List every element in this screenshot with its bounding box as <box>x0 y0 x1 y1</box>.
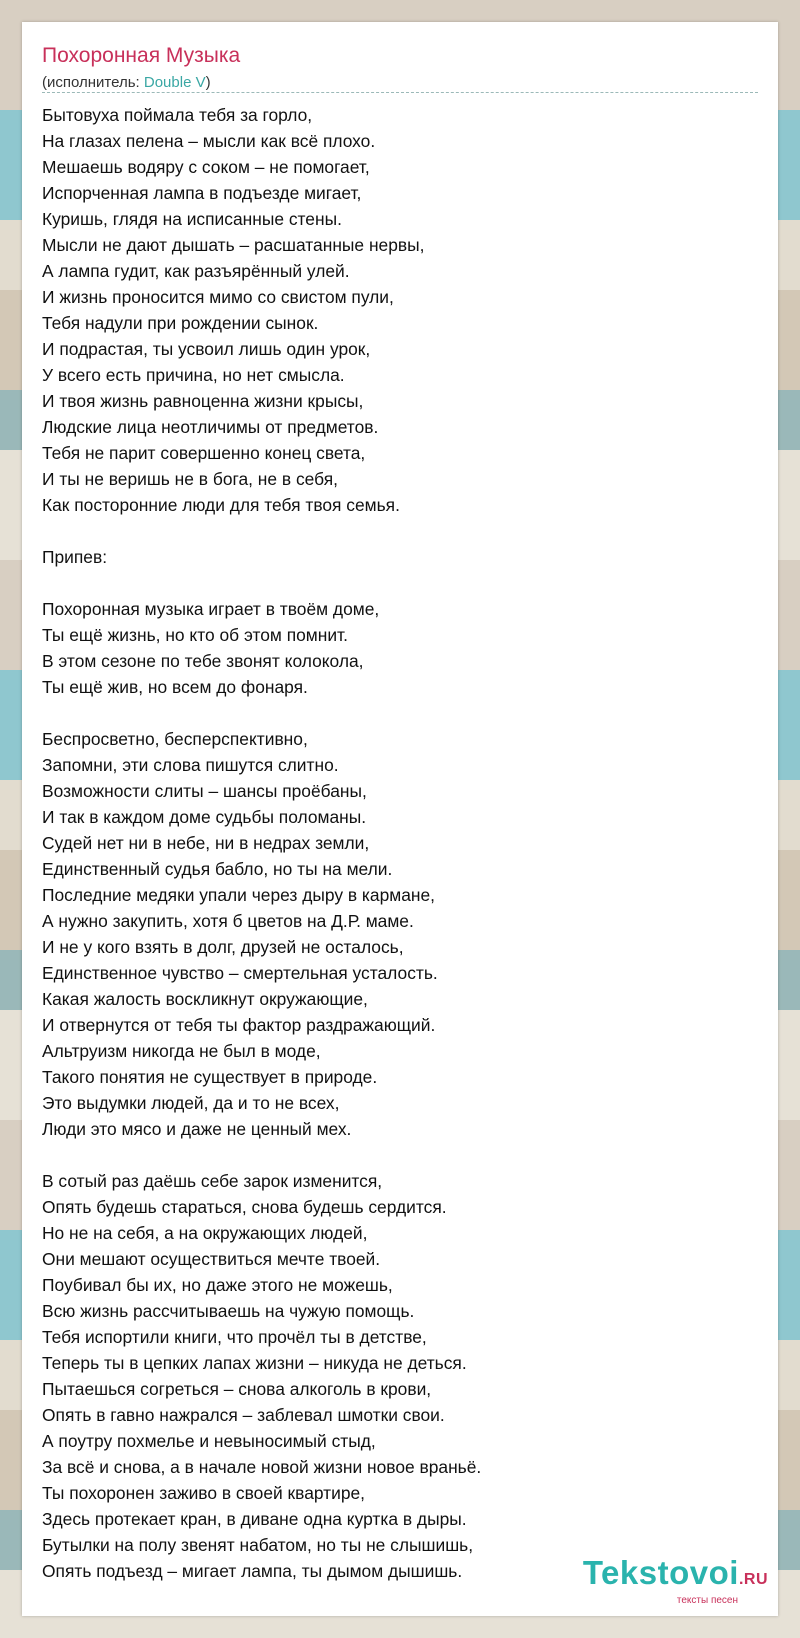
lyrics-line: Единственное чувство – смертельная усталость. <box>42 963 438 983</box>
lyrics-line: Здесь протекает кран, в диване одна куртка в дыры. <box>42 1509 467 1529</box>
lyrics-line: Куришь, глядя на исписанные стены. <box>42 209 342 229</box>
lyrics-line: Тебя надули при рождении сынок. <box>42 313 319 333</box>
lyrics-line: В сотый раз даёшь себе зарок изменится, <box>42 1171 383 1191</box>
lyrics-line: А лампа гудит, как разъярённый улей. <box>42 261 350 281</box>
lyrics-line: За всё и снова, а в начале новой жизни новое враньё. <box>42 1457 482 1477</box>
lyrics-line: Тебя испортили книги, что прочёл ты в детстве, <box>42 1327 427 1347</box>
lyrics-line: Похоронная музыка играет в твоём доме, <box>42 599 380 619</box>
lyrics-line: Опять подъезд – мигает лампа, ты дымом дышишь. <box>42 1561 463 1581</box>
lyrics-line: И отвернутся от тебя ты фактор раздражающий. <box>42 1015 436 1035</box>
lyrics-line: А нужно закупить, хотя б цветов на Д.Р. маме. <box>42 911 414 931</box>
logo-main-text: Tekstovoi <box>582 1554 739 1591</box>
lyrics-line: Какая жалость воскликнут окружающие, <box>42 989 368 1009</box>
lyrics-line: Мысли не дают дышать – расшатанные нервы, <box>42 235 425 255</box>
lyrics-line: Опять в гавно нажрался – заблевал шмотки свои. <box>42 1405 445 1425</box>
lyrics-line: И твоя жизнь равноценна жизни крысы, <box>42 391 364 411</box>
artist-suffix: ) <box>205 74 211 91</box>
logo-subtitle: тексты песен <box>676 1595 738 1606</box>
lyrics-line: Последние медяки упали через дыру в кармане, <box>42 885 436 905</box>
lyrics-line: Они мешают осуществиться мечте твоей. <box>42 1249 381 1269</box>
lyrics-blank-line <box>42 700 762 726</box>
song-title: Похоронная Музыка <box>42 44 241 67</box>
lyrics-line: И ты не веришь не в бога, не в себя, <box>42 469 338 489</box>
lyrics-line: А поутру похмелье и невыносимый стыд, <box>42 1431 376 1451</box>
lyrics-line: Тебя не парит совершенно конец света, <box>42 443 366 463</box>
lyrics-page <box>22 22 778 1616</box>
lyrics-line: В этом сезоне по тебе звонят колокола, <box>42 651 364 671</box>
lyrics-line: Альтруизм никогда не был в моде, <box>42 1041 321 1061</box>
lyrics-line: Судей нет ни в небе, ни в недрах земли, <box>42 833 370 853</box>
lyrics-line: Запомни, эти слова пишутся слитно. <box>42 755 339 775</box>
lyrics-blank-line <box>42 1142 762 1168</box>
lyrics-line: Как посторонние люди для тебя твоя семья. <box>42 495 400 515</box>
lyrics-line: Людские лица неотличимы от предметов. <box>42 417 379 437</box>
lyrics-line: На глазах пелена – мысли как всё плохо. <box>42 131 376 151</box>
lyrics-line: Такого понятия не существует в природе. <box>42 1067 378 1087</box>
lyrics-line: Ты ещё жив, но всем до фонаря. <box>42 677 308 697</box>
lyrics-line: Ты ещё жизнь, но кто об этом помнит. <box>42 625 348 645</box>
lyrics-line: Пытаешься согреться – снова алкоголь в крови, <box>42 1379 432 1399</box>
lyrics-blank-line <box>42 570 762 596</box>
artist-prefix: (исполнитель: <box>42 74 144 91</box>
lyrics-line: Ты похоронен заживо в своей квартире, <box>42 1483 366 1503</box>
lyrics-line: Единственный судья бабло, но ты на мели. <box>42 859 393 879</box>
lyrics-line: Но не на себя, а на окружающих людей, <box>42 1223 368 1243</box>
lyrics-line: Люди это мясо и даже не ценный мех. <box>42 1119 352 1139</box>
logo-ru-text: .RU <box>738 1571 768 1588</box>
lyrics-line: Испорченная лампа в подъезде мигает, <box>42 183 362 203</box>
lyrics-line: Опять будешь стараться, снова будешь сердится. <box>42 1197 447 1217</box>
lyrics-line: И так в каждом доме судьбы поломаны. <box>42 807 367 827</box>
lyrics-line: Теперь ты в цепких лапах жизни – никуда не деться. <box>42 1353 467 1373</box>
artist-link[interactable]: Double V <box>143 74 206 91</box>
lyrics-line: И жизнь проносится мимо со свистом пули, <box>42 287 394 307</box>
lyrics-line: Всю жизнь рассчитываешь на чужую помощь. <box>42 1301 415 1321</box>
site-logo[interactable] <box>583 1556 768 1606</box>
lyrics-line: Припев: <box>42 547 108 567</box>
lyrics-line: Мешаешь водяру с соком – не помогает, <box>42 157 370 177</box>
lyrics-line: Это выдумки людей, да и то не всех, <box>42 1093 340 1113</box>
lyrics-blank-line <box>42 518 762 544</box>
lyrics-line: Поубивал бы их, но даже этого не можешь, <box>42 1275 393 1295</box>
artist-line <box>42 74 211 91</box>
lyrics-line: Бытовуха поймала тебя за горло, <box>42 105 313 125</box>
lyrics-line: Беспросветно, бесперспективно, <box>42 729 308 749</box>
lyrics-line: У всего есть причина, но нет смысла. <box>42 365 345 385</box>
lyrics-text <box>42 102 762 1584</box>
lyrics-line: И не у кого взять в долг, друзей не осталось, <box>42 937 404 957</box>
lyrics-line: Бутылки на полу звенят набатом, но ты не слышишь, <box>42 1535 474 1555</box>
lyrics-line: Возможности слиты – шансы проёбаны, <box>42 781 367 801</box>
title-divider <box>42 92 758 93</box>
lyrics-line: И подрастая, ты усвоил лишь один урок, <box>42 339 371 359</box>
